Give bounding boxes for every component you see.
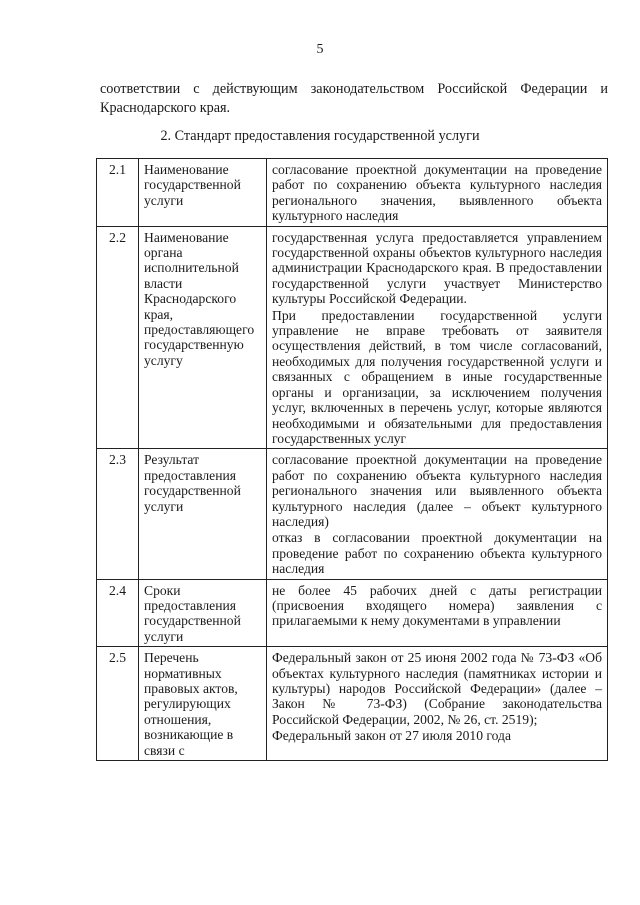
content-paragraph: согласование проектной документации на проведение работ по сохранению объекта культурного наследия регионального значения или выявленного объекта культурного наследия (далее – объект культурного наследия) bbox=[272, 452, 602, 529]
row-number: 2.1 bbox=[97, 159, 139, 227]
row-content bbox=[267, 449, 608, 579]
row-number: 2.5 bbox=[97, 647, 139, 761]
row-name: Наименование органа исполнительной власти Краснодарского края, предоставляющего государственную услугу bbox=[139, 226, 267, 449]
content-paragraph: согласование проектной документации на проведение работ по сохранению объекта культурного наследия регионального значения, выявленного объекта культурного наследия bbox=[272, 162, 602, 224]
table-row bbox=[97, 449, 608, 579]
content-paragraph: не более 45 рабочих дней с даты регистрации (присвоения входящего номера) заявления с прилагаемыми к нему документами в управлении bbox=[272, 582, 602, 629]
table-row bbox=[97, 647, 608, 761]
intro-paragraph: соответствии с действующим законодательством Российской Федерации и Краснодарского края. bbox=[100, 81, 608, 116]
table-row bbox=[97, 579, 608, 647]
content-paragraph: отказ в согласовании проектной документации на проведение работ по сохранению объекта культурного наследия bbox=[272, 530, 602, 577]
content-paragraph: государственная услуга предоставляется управлением государственной охраны объектов культурного наследия администрации Краснодарского края. В предоставлении государственной услуги участвует Министерство культуры Российской Федерации. bbox=[272, 229, 602, 307]
table-row bbox=[97, 226, 608, 449]
table-row bbox=[97, 159, 608, 227]
row-number: 2.3 bbox=[97, 449, 139, 579]
row-number: 2.4 bbox=[97, 579, 139, 647]
content-paragraph: Федеральный закон от 27 июля 2010 года bbox=[272, 728, 511, 744]
row-name: Результат предоставления государственной услуги bbox=[139, 449, 267, 579]
row-name: Перечень нормативных правовых актов, регулирующих отношения, возникающие в связи с bbox=[139, 647, 267, 761]
row-content bbox=[267, 226, 608, 449]
service-standard-table bbox=[96, 158, 608, 761]
row-content bbox=[267, 647, 608, 761]
content-paragraph: Федеральный закон от 25 июня 2002 года № 73-ФЗ «Об объектах культурного наследия (памятниках истории и культуры) народов Российской Федерации» (далее – Закон № 73-ФЗ) (Собрание законодательства Российской Федерации, 2002, № 26, ст. 2519); bbox=[272, 650, 602, 727]
content-paragraph: При предоставлении государственной услуги управление не вправе требовать от заявителя осуществления действий, в том числе согласований, необходимых для получения государственной услуги и связанных с обращением в иные государственные органы и организации, за исключением получения услуг, включенных в перечень услуг, которые являются необходимыми и обязательными для предоставления государственных услуг bbox=[272, 307, 602, 446]
row-number: 2.2 bbox=[97, 226, 139, 449]
row-name: Сроки предоставления государственной услуги bbox=[139, 579, 267, 647]
row-content bbox=[267, 579, 608, 647]
row-name: Наименование государственной услуги bbox=[139, 159, 267, 227]
row-content bbox=[267, 159, 608, 227]
section-title: 2. Стандарт предоставления государственной услуги bbox=[160, 128, 480, 144]
page-number: 5 bbox=[316, 42, 324, 57]
